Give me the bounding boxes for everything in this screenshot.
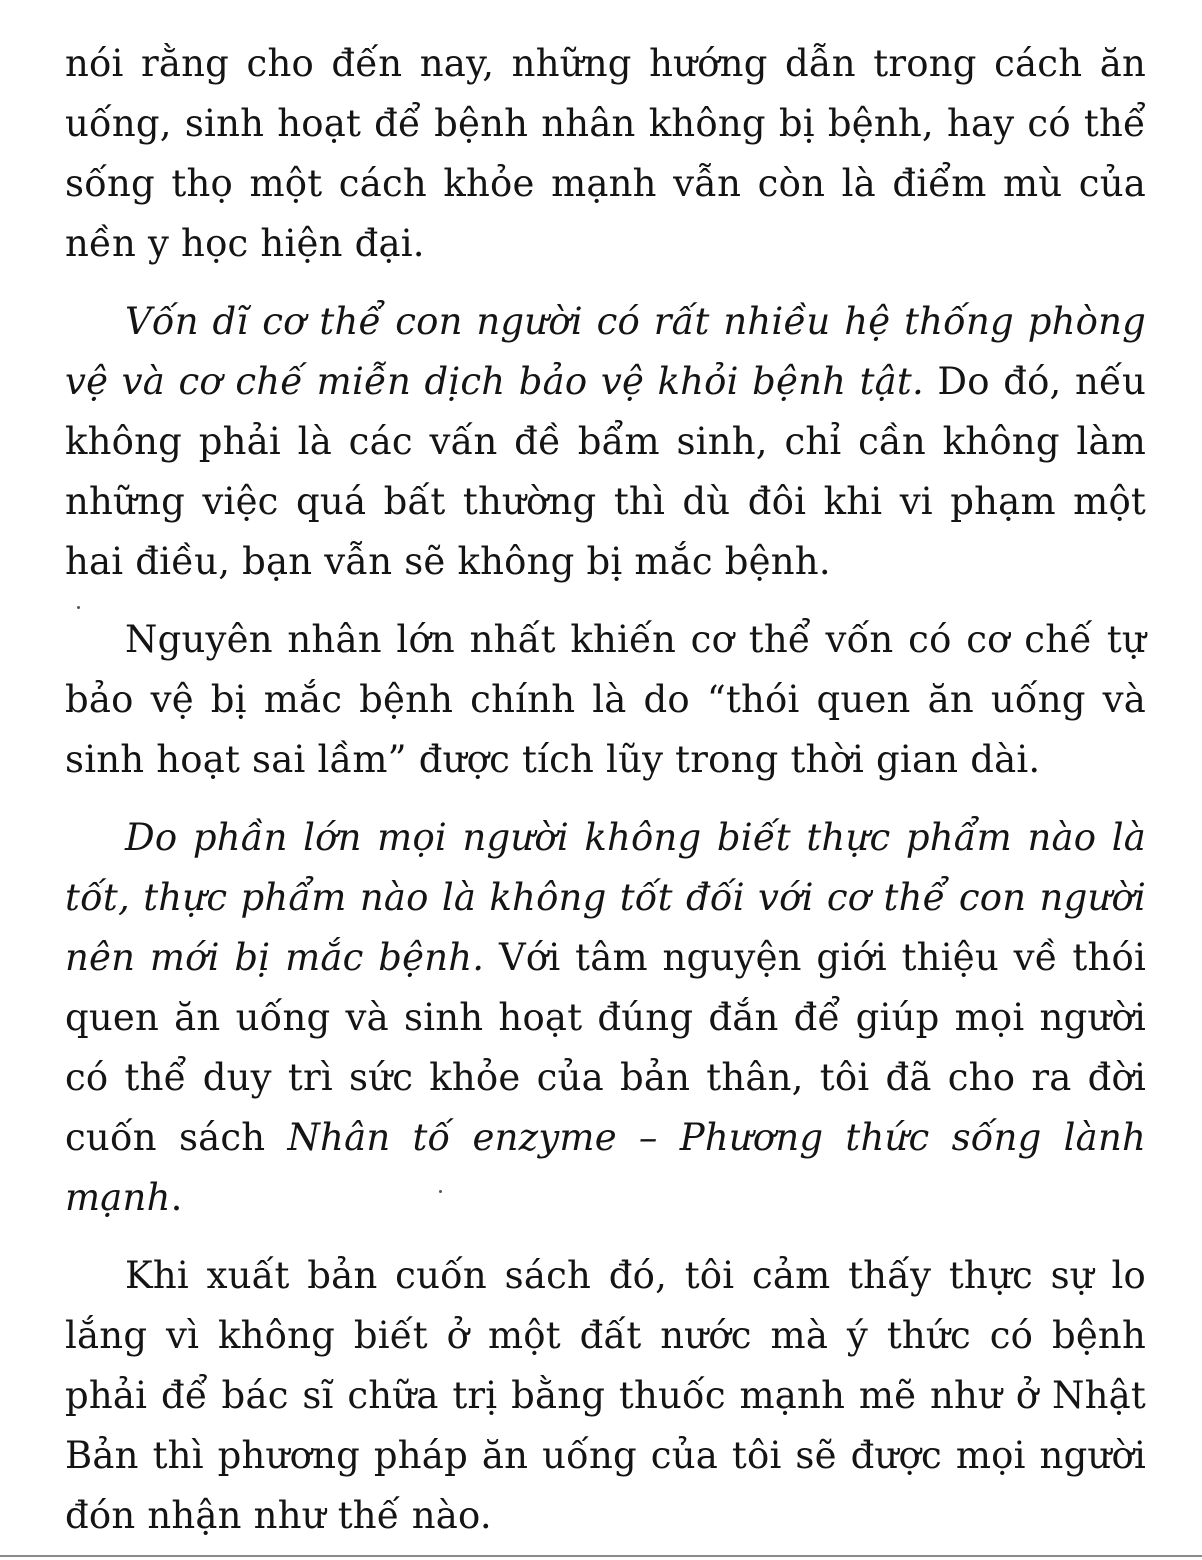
book-title: Nhân tố enzyme – Phương thức sống lành mạnh [65,1116,1147,1219]
paragraph-4 [65,808,1146,1228]
paragraph-5-text: Khi xuất bản cuốn sách đó, tôi cảm thấy thực sự lo lắng vì không biết ở một đất nước mà ý thức có bệnh phải để bác sĩ chữa trị bằng thuốc mạnh mẽ như ở Nhật Bản thì phương pháp ăn uống của tôi sẽ được mọi người đón nhận như thế nào. [65,1254,1146,1537]
paragraph-4-italic-text: Do phần lớn mọi người không biết thực phẩm nào là tốt, thực phẩm nào là không tốt đối với cơ thể con người nên mới bị mắc bệnh. [65,816,1146,979]
paragraph-1-text: nói rằng cho đến nay, những hướng dẫn trong cách ăn uống, sinh hoạt để bệnh nhân không bị bệnh, hay có thể sống thọ một cách khỏe mạnh vẫn còn là điểm mù của nền y học hiện đại. [65,42,1146,265]
paragraph-1 [65,34,1146,274]
paragraph-2-text: Do đó, nếu không phải là các vấn đề bẩm sinh, chỉ cần không làm những việc quá bất thường thì dù đôi khi vi phạm một hai điều, bạn vẫn sẽ không bị mắc bệnh. [65,360,1146,583]
paragraph-5 [65,1246,1146,1546]
scan-speck [77,606,80,609]
paragraph-3 [65,610,1146,790]
page-bottom-rule [0,1555,1202,1557]
paragraph-2-italic-text: Vốn dĩ cơ thể con người có rất nhiều hệ thống phòng vệ và cơ chế miễn dịch bảo vệ khỏi bệnh tật. [65,300,1146,403]
paragraph-4-text: Với tâm nguyện giới thiệu về thói quen ăn uống và sinh hoạt đúng đắn để giúp mọi người có thể duy trì sức khỏe của bản thân, tôi đã cho ra đời cuốn sách [65,936,1146,1159]
paragraph-2 [65,292,1146,592]
scan-speck [439,1190,442,1193]
paragraph-3-text: Nguyên nhân lớn nhất khiến cơ thể vốn có cơ chế tự bảo vệ bị mắc bệnh chính là do “thói quen ăn uống và sinh hoạt sai lầm” được tích lũy trong thời gian dài. [65,618,1146,781]
paragraph-4-end-punct: . [170,1176,183,1219]
